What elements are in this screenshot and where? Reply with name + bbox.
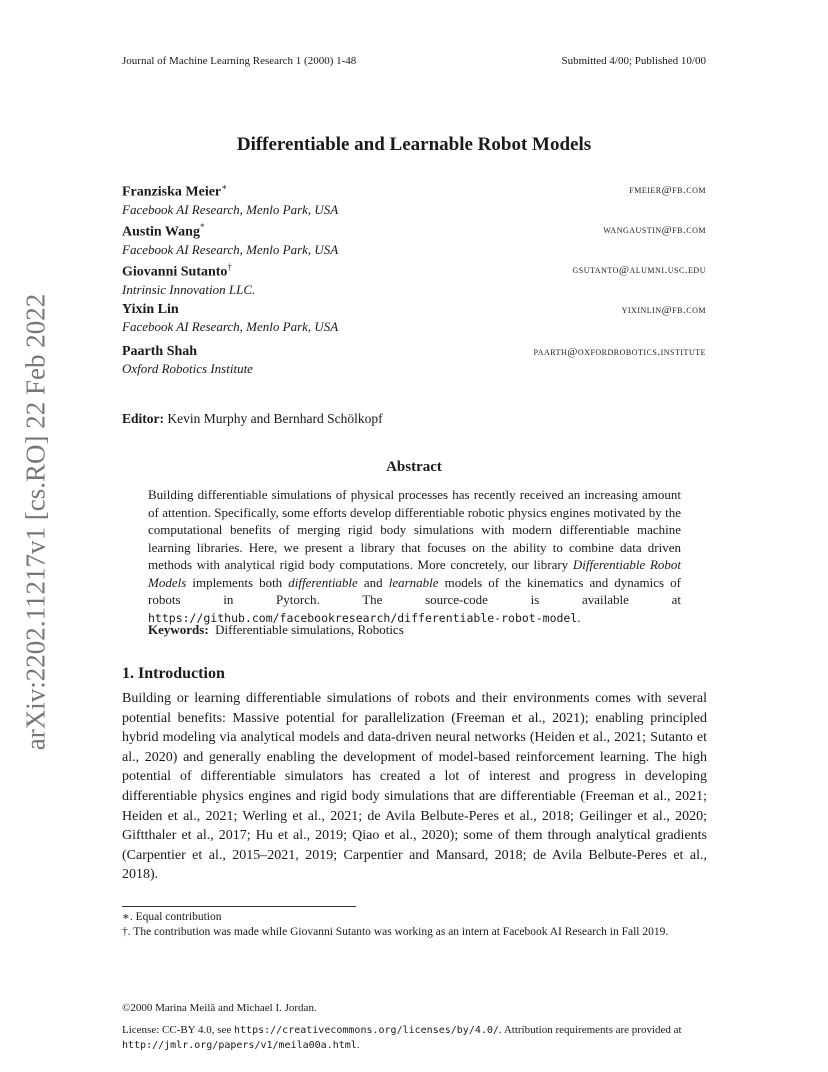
author-affiliation: Oxford Robotics Institute <box>122 361 253 376</box>
author-affiliation: Facebook AI Research, Menlo Park, USA <box>122 241 339 257</box>
paper-title: Differentiable and Learnable Robot Models <box>236 134 592 155</box>
running-header-right: Submitted 4/00; Published 10/00 <box>561 55 706 67</box>
author-mark: * <box>199 222 205 232</box>
abstract-text-part: and <box>357 574 389 590</box>
copyright-line: ©2000 Marina Meilă and Michael I. Jordan. <box>122 1002 317 1014</box>
author-email[interactable]: fmeier@fb.com <box>629 184 706 196</box>
author-mark: † <box>227 262 232 272</box>
keywords-text: Differentiable simulations, Robotics <box>215 622 404 637</box>
license-text: . <box>356 1039 360 1051</box>
cc-license-link[interactable]: https://creativecommons.org/licenses/by/4.0/ <box>234 1024 499 1036</box>
author-name: Paarth Shah <box>122 344 198 359</box>
editor-label: Editor: <box>122 411 164 426</box>
author-block <box>122 222 338 258</box>
abstract-text-part: . <box>577 609 581 625</box>
footnote-text: ∗. Equal contribution <box>122 911 222 923</box>
license-line <box>122 1023 707 1054</box>
author-name: Austin Wang <box>122 224 200 240</box>
keywords-label: Keywords: <box>148 622 209 637</box>
differentiable-term: differentiable <box>288 574 358 590</box>
author-name: Yixin Lin <box>122 302 179 317</box>
author-email[interactable]: yixinlin@fb.com <box>621 304 706 316</box>
footnote-equal-contribution <box>122 910 707 925</box>
introduction-paragraph: Building or learning differentiable simulations of robots and their environments comes with several potential benefits: Massive potential for parallelization (Freeman et al., 2021); enabling principled hybrid modeling via analytical models and data-driven neural networks (Heiden et al., 2021; Sutanto et al., 2020) and generally enabling the development of model-based reinforcement learning. The high potential of differentiable simulators has created a lot of interest and progress in developing differentiable physics engines and rigid body simulations that are differentiable (Freeman et al., 2021; Heiden et al., 2021; Werling et al., 2021; de Avila Belbute-Peres et al., 2018; Geilinger et al., 2020; Giftthaler et al., 2017; Hu et al., 2019; Qiao et al., 2020); some of them through analytical gradients (Carpentier et al., 2015–2021, 2019; Carpentier and Mansard, 2018; de Avila Belbute-Peres et al., 2018). <box>122 691 707 883</box>
abstract-text-part: models of the kinematics and dynamics of robots in Pytorch. The source-code is available at <box>148 574 681 607</box>
abstract-text-part: implements both <box>186 574 289 590</box>
running-header-left: Journal of Machine Learning Research 1 (2000) 1-48 <box>122 55 357 67</box>
author-block <box>122 182 338 218</box>
author-block <box>122 302 338 335</box>
arxiv-identifier[interactable]: arXiv:2202.11217v1 [cs.RO] 22 Feb 2022 <box>20 293 51 751</box>
author-name: Franziska Meier <box>122 184 222 200</box>
abstract-text <box>148 486 681 627</box>
author-affiliation: Facebook AI Research, Menlo Park, USA <box>122 319 339 334</box>
author-mark: ∗ <box>221 182 228 192</box>
source-code-link[interactable]: https://github.com/facebookresearch/differentiable-robot-model <box>148 610 578 625</box>
section-heading-introduction: 1. Introduction <box>122 665 225 682</box>
keywords-line <box>148 622 404 638</box>
abstract-text-part: Building differentiable simulations of physical processes has recently received an increasing amount of attention. Specifically, some efforts develop differentiable robotic physics engines motivated by the computational benefits of merging rigid body simulations with modern differentiable machine learning libraries. Here, we present a library that focuses on the ability to combine data driven methods with analytical rigid body computations. More concretely, our library <box>148 487 681 572</box>
author-block <box>122 344 253 377</box>
jmlr-paper-link[interactable]: http://jmlr.org/papers/v1/meila00a.html <box>122 1040 357 1051</box>
author-affiliation: Intrinsic Innovation LLC. <box>122 281 256 297</box>
learnable-term: learnable <box>388 574 439 590</box>
library-name: Differentiable Robot Models <box>148 557 682 590</box>
license-text: . Attribution requirements are provided at <box>498 1023 682 1036</box>
author-name: Giovanni Sutanto <box>122 264 228 280</box>
footnote-rule <box>122 906 356 907</box>
author-block <box>122 262 255 298</box>
author-email[interactable]: wangaustin@fb.com <box>603 224 706 236</box>
editor-line <box>122 411 383 427</box>
footnote-text: †. The contribution was made while Giovanni Sutanto was working as an intern at Facebook AI Research in Fall 2019. <box>122 926 669 938</box>
author-email[interactable]: paarth@oxfordrobotics.institute <box>533 346 706 358</box>
license-text: License: CC-BY 4.0, see <box>122 1023 235 1036</box>
author-email[interactable]: gsutanto@alumni.usc.edu <box>572 264 706 276</box>
author-affiliation: Facebook AI Research, Menlo Park, USA <box>122 201 339 217</box>
abstract-heading: Abstract <box>386 459 442 475</box>
footnote-dagger <box>122 925 707 940</box>
license-block <box>122 1001 707 1054</box>
editor-names: Kevin Murphy and Bernhard Schölkopf <box>167 411 383 426</box>
